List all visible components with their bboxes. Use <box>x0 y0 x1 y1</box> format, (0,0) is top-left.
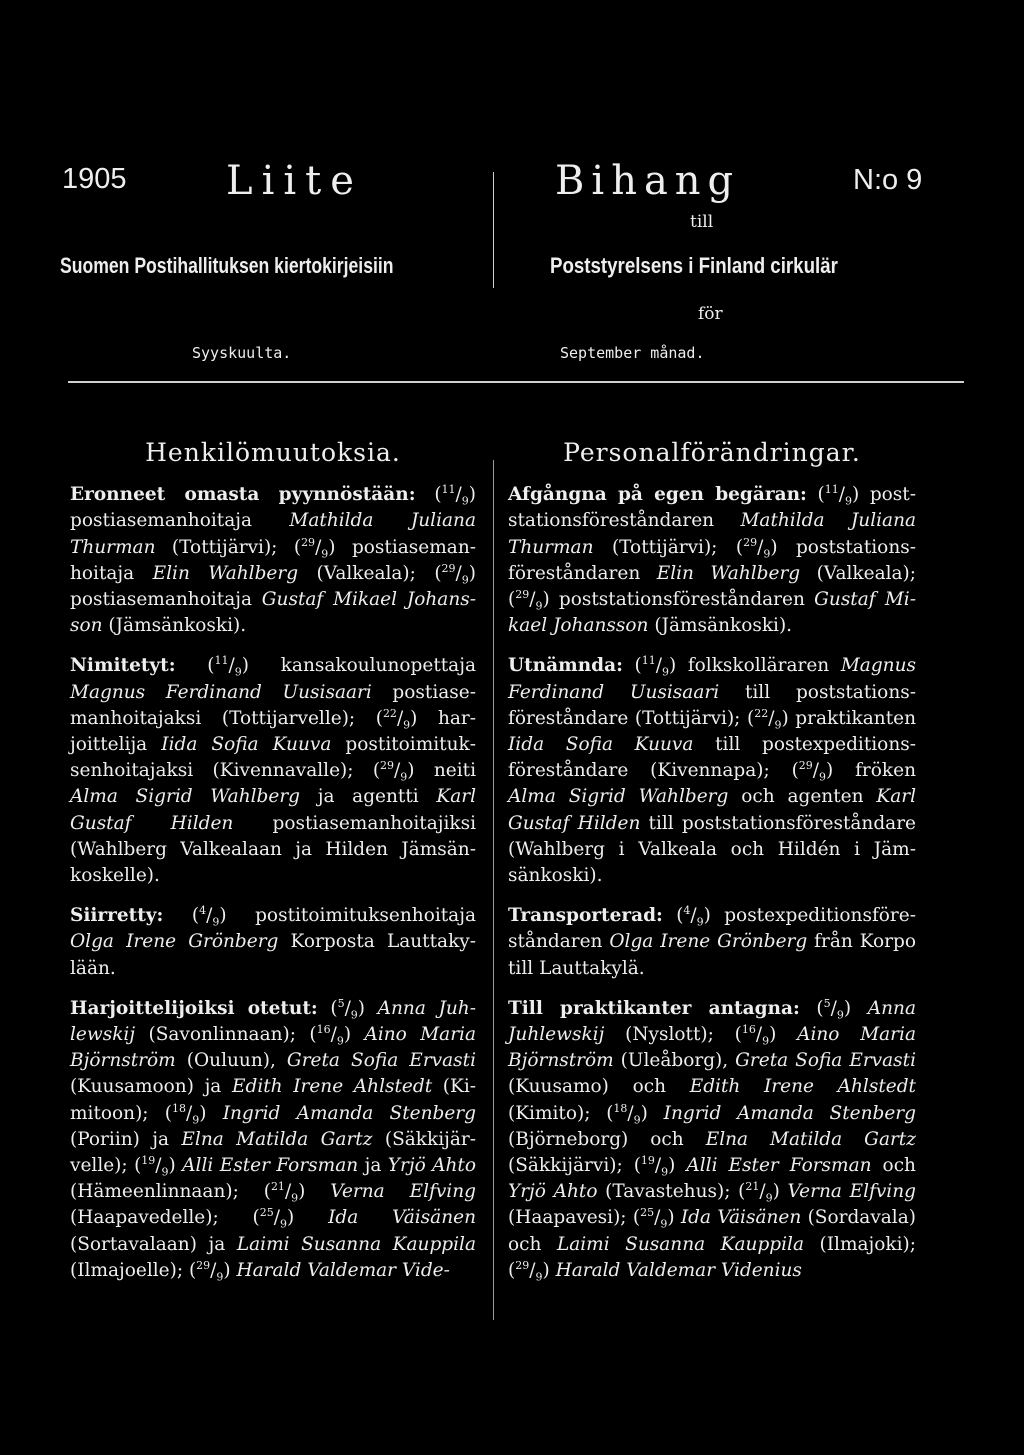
finnish-resigned: Eronneet omasta pyynnöstään: $(^{11}/_9)$ postiasemanhoitaja Mathilda Juliana Thurman (Tottijärvi); $(^{29}/_9)$ postiasemanhoitaja Elin Wahlberg (Valkeala); $(^{29}/_9)$ postiasemanhoitaja Gustaf Mikael Johansson (Jämsänkoski). <box>70 483 476 637</box>
section-label: Nimitetyt: <box>70 655 176 677</box>
left-subtitle: Suomen Postihallituksen kiertokirjeisiin <box>60 253 394 278</box>
for-label: för <box>698 304 723 324</box>
swedish-trainees: Till praktikanter antagna: $(^5/_9)$ Anna Juhlewskij (Nyslott); $(^{16}/_9)$ Aino Maria Björnström (Uleåborg), Greta Sofia Ervasti (Kuusamo) och Edith Irene Ahlstedt (Kimito); $(^{18}/_9)$ Ingrid Amanda Stenberg (Björneborg) och Elna Matilda Gartz (Säkkijärvi); $(^{19}/_9)$ Alli Ester Forsman och Yrjö Ahto (Tavastehus); $(^{21}/_9)$ Verna Elfving (Haapavesi); $(^{25}/_9)$ Ida Väisänen (Sordavala) och Laimi Susanna Kauppila (Ilmajoki); $(^{29}/_9)$ Harald Valdemar Videnius <box>508 996 917 1284</box>
year: 1905 <box>62 163 127 195</box>
section-label: Harjoittelijoiksi otetut: <box>70 997 318 1019</box>
finnish-appointed: Nimitetyt: $(^{11}/_9)$ kansakoulunopettaja Magnus Ferdinand Uusisaari postiasemanhoitajaksi (Tottijarvelle); $(^{22}/_9)$ harjoittelija Iida Sofia Kuuva postitoimituksenhoitajaksi (Kivennavalle); $(^{29}/_9)$ neiti Alma Sigrid Wahlberg ja agentti Karl Gustaf Hilden postiasemanhoitajiksi (Wahlberg Valkealaan ja Hilden Jämsänkoskelle). <box>70 654 477 887</box>
header-rule <box>68 381 964 383</box>
section-label: Afgångna på egen begäran: <box>508 484 807 506</box>
finnish-trainees: Harjoittelijoiksi otetut: $(^5/_9)$ Anna Juhlewskij (Savonlinnaan); $(^{16}/_9)$ Aino Maria Björnström (Ouluun), Greta Sofia Ervasti (Kuusamoon) ja Edith Irene Ahlstedt (Kimitoon); $(^{18}/_9)$ Ingrid Amanda Stenberg (Poriin) ja Elna Matilda Gartz (Säkkijärvelle); $(^{19}/_9)$ Alli Ester Forsman ja Yrjö Ahto (Hämeenlinnaan); $(^{21}/_9)$ Verna Elfving (Haapavedelle); $(^{25}/_9)$ Ida Väisänen (Sortavalaan) ja Laimi Susanna Kauppila (Ilmajoelle); $(^{29}/_9)$ Harald Valdemar Vide- <box>70 996 477 1284</box>
section-label: Utnämnda: <box>508 655 623 677</box>
right-title: Bihang <box>555 158 741 204</box>
header-divider <box>493 172 494 288</box>
section-label: Siirretty: <box>70 905 164 927</box>
swedish-appointed: Utnämnda: $(^{11}/_9)$ folkskolläraren Magnus Ferdinand Uusisaari till poststationsföreståndare (Tottijärvi); $(^{22}/_9)$ praktikanten Iida Sofia Kuuva till postexpeditionsföreståndare (Kivennapa); $(^{29}/_9)$ fröken Alma Sigrid Wahlberg och agenten Karl Gustaf Hilden till poststationsföreståndare (Wahlberg i Valkeala och Hildén i Jämsänkoski). <box>508 654 917 887</box>
column-divider <box>493 460 494 1320</box>
left-month: Syyskuulta. <box>192 344 292 362</box>
finnish-column <box>70 440 476 1298</box>
left-title: Liite <box>226 158 363 204</box>
till-label: till <box>690 212 714 232</box>
section-label: Till praktikanter antagna: <box>508 997 800 1019</box>
swedish-heading: Personalförändringar. <box>563 438 861 467</box>
issue-number: N:o 9 <box>853 164 923 196</box>
swedish-column <box>508 440 916 1298</box>
section-label: Transporterad: <box>508 905 663 927</box>
finnish-transferred: Siirretty: $(^4/_9)$ postitoimituksenhoitaja Olga Irene Grönberg Korposta Lauttakylään. <box>70 904 476 979</box>
section-label: Eronneet omasta pyynnöstään: <box>70 484 416 506</box>
swedish-resigned: Afgångna på egen begäran: $(^{11}/_9)$ poststationsföreståndaren Mathilda Juliana Thurman (Tottijärvi); $(^{29}/_9)$ poststationsföreståndaren Elin Wahlberg (Valkeala); $(^{29}/_9)$ poststationsföreståndaren Gustaf Mikael Johansson (Jämsänkoski). <box>508 483 917 637</box>
right-subtitle: Poststyrelsens i Finland cirkulär <box>550 253 838 278</box>
finnish-heading: Henkilömuutoksia. <box>145 438 401 467</box>
swedish-transferred: Transporterad: $(^4/_9)$ postexpeditionsföreståndaren Olga Irene Grönberg från Korpo till Lauttakylä. <box>508 904 916 979</box>
right-month: September månad. <box>560 344 705 362</box>
